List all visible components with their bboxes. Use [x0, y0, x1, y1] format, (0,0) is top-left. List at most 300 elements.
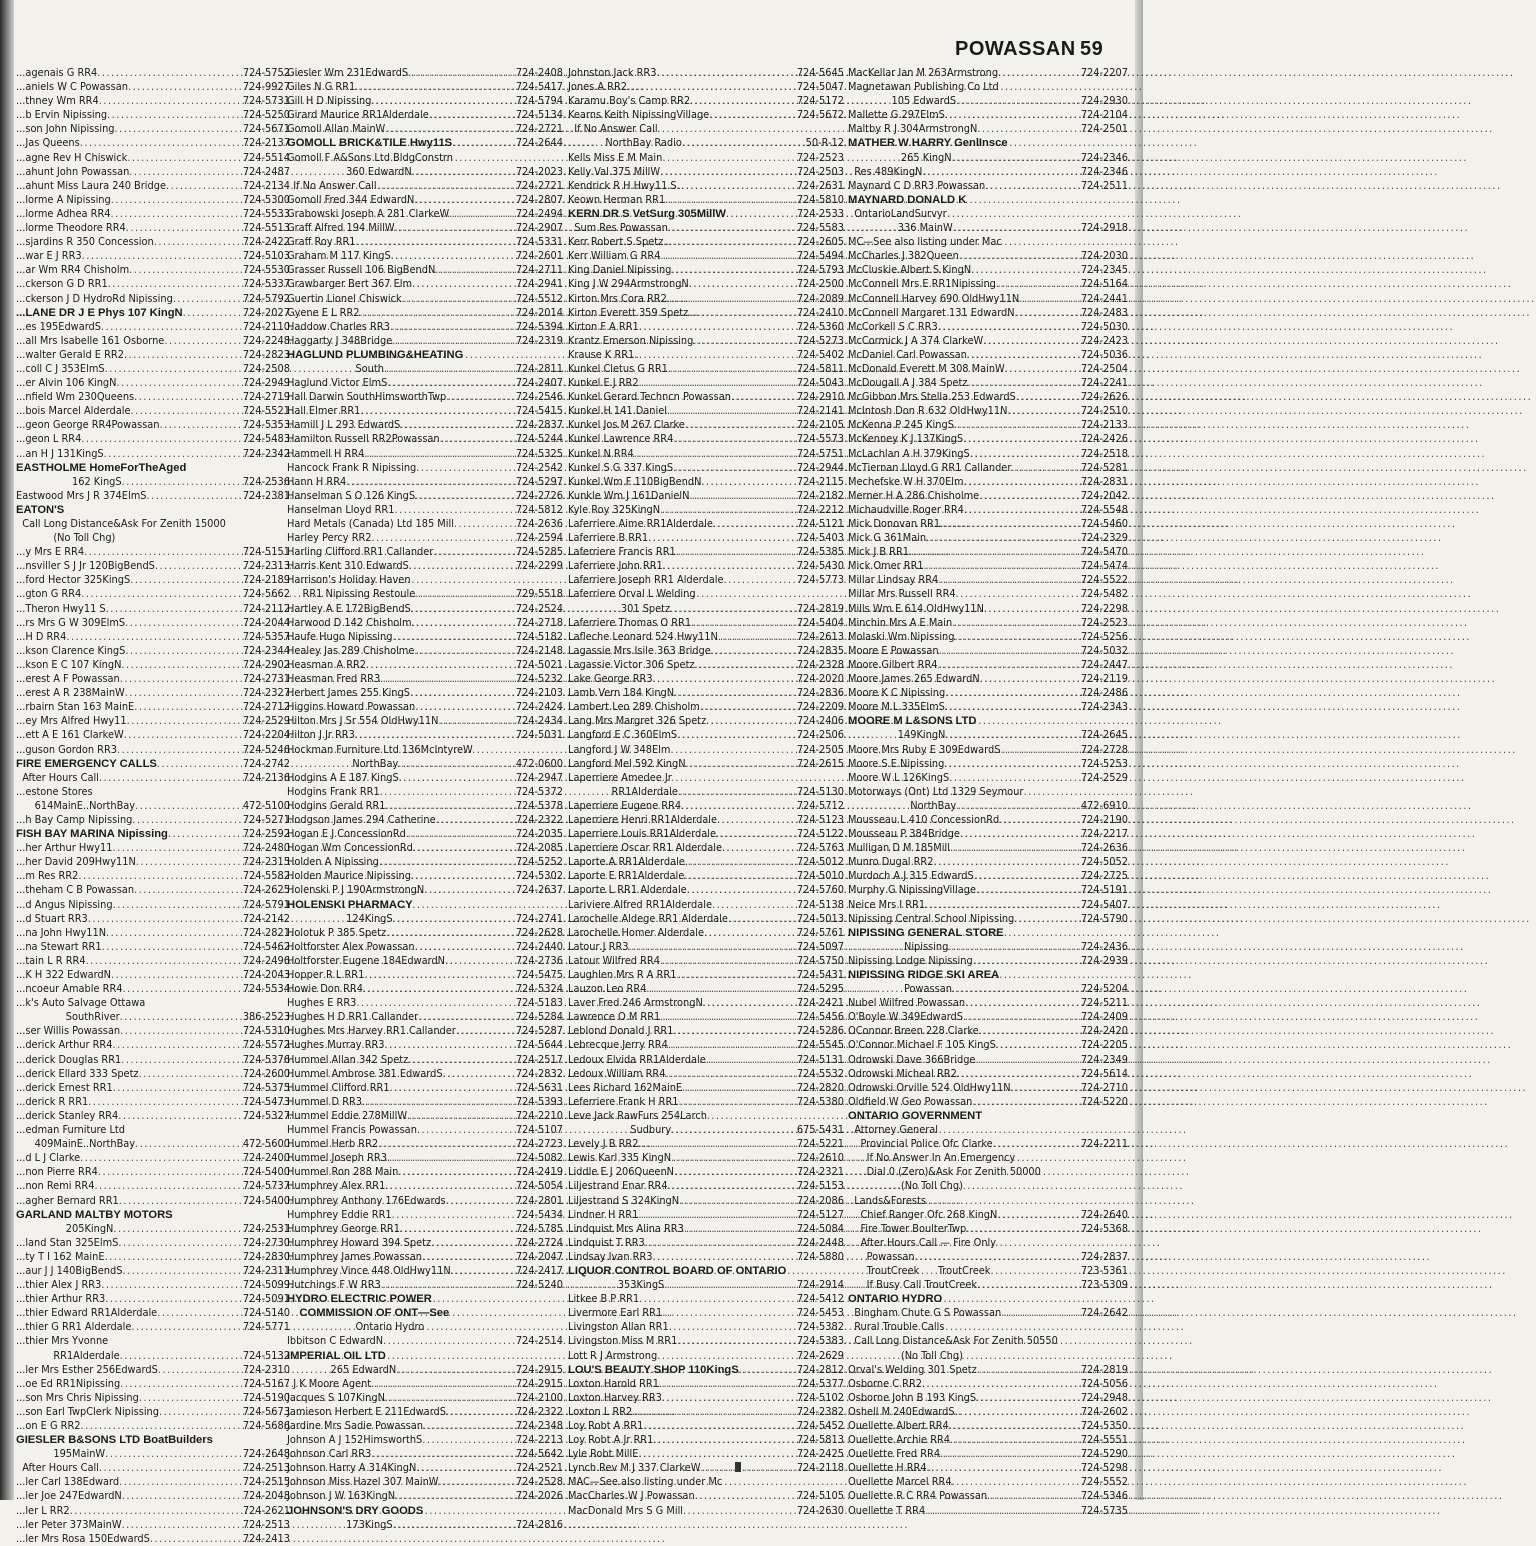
dot-leader — [701, 475, 795, 489]
listing-name: Holden Maurice Nipissing — [287, 869, 411, 883]
dot-leader — [398, 757, 515, 771]
listing-entry — [16, 475, 290, 489]
listing-entry — [287, 940, 563, 954]
listing-name: Kunkel Jos M 267 Clarke — [568, 418, 685, 432]
listing-phone: 724-5130 — [796, 784, 844, 798]
listing-phone: 724-2382 — [796, 1404, 844, 1418]
listing-name: HAGLUND PLUMBING&HEATING — [287, 348, 464, 361]
listing-phone: 724-5614 — [1080, 1066, 1128, 1080]
listing-entry — [568, 587, 844, 601]
listing-name: HYDRO ELECTRIC POWER — [287, 1293, 432, 1306]
listing-phone: 724-5273 — [796, 333, 844, 347]
listing-entry — [568, 235, 844, 249]
listing-phone: 724-2487 — [242, 164, 290, 178]
listing-phone: 724-2505 — [796, 742, 844, 756]
listing-entry — [16, 912, 290, 926]
listing-entry — [848, 348, 1128, 362]
listing-name: If Busy Call TroutCreek — [848, 1278, 978, 1292]
listing-entry — [16, 1377, 290, 1391]
listing-name: Ouellette Archie RR4 — [848, 1433, 951, 1447]
dot-leader — [454, 517, 515, 531]
listing-name: NIPISSING RIDGE SKI AREA — [848, 969, 1000, 981]
listing-phone: 724-5031 — [515, 728, 563, 742]
listing-entry — [16, 714, 290, 728]
listing-entry — [16, 80, 290, 94]
listing-entry — [848, 193, 1128, 207]
listing-entry — [848, 714, 1128, 728]
listing-name: Larochelle Homer Alderdale — [568, 925, 705, 939]
listing-phone: 724-2644 — [515, 136, 563, 150]
dot-leader — [937, 658, 1079, 672]
dot-leader — [638, 1447, 795, 1461]
listing-phone: 724-2048 — [242, 1489, 290, 1503]
listing-phone: 724-2030 — [1080, 249, 1128, 263]
listing-name: ...d Angus Nipissing — [16, 897, 113, 911]
listing-entry — [16, 1194, 290, 1208]
dot-leader — [132, 813, 241, 827]
listing-name: Graff Roy RR1 — [287, 235, 356, 249]
listing-entry — [287, 1123, 563, 1137]
listing-entry — [287, 1095, 563, 1109]
listing-entry — [848, 1067, 1128, 1081]
listing-name: Harwood D 142 Chisholm — [287, 615, 412, 629]
listing-phone: 724-2103 — [515, 686, 563, 700]
dot-leader — [395, 221, 515, 235]
listing-entry — [287, 869, 563, 883]
listing-phone: 724-2592 — [242, 827, 290, 841]
dot-leader — [687, 883, 796, 897]
listing-name: Eastwood Mrs J R 374ElmS — [16, 488, 147, 502]
dot-leader — [667, 292, 796, 306]
listing-name: Grawbarger Bert 367 Elm — [287, 277, 413, 291]
listing-name: Holenski P J 190ArmstrongN — [287, 883, 425, 897]
listing-phone: 472-0600 — [515, 756, 563, 770]
dot-leader — [674, 686, 796, 700]
listing-phone: 724-2629 — [796, 1348, 844, 1362]
listing-phone: 724-5052 — [1080, 855, 1128, 869]
listing-entry — [16, 1320, 290, 1334]
listing-name: 173KingS — [287, 1517, 393, 1531]
listing-name: ...d L J Clarke — [16, 1151, 81, 1165]
listing-phone: 724-5232 — [515, 672, 563, 686]
listing-phone: 724-2035 — [515, 827, 563, 841]
dot-leader — [950, 841, 1080, 855]
listing-name: ...land Stan 325ElmS — [16, 1235, 119, 1249]
listing-name: Graff Alfred 194 MillW — [287, 221, 395, 235]
dot-leader — [385, 1038, 515, 1052]
listing-name: Harley Percy RR2 — [287, 531, 372, 545]
listing-name: Holden A Nipissing — [287, 855, 379, 869]
listing-phone: 724-2742 — [242, 756, 290, 770]
listing-name: GIESLER B&SONS LTD BoatBuilders — [16, 1434, 213, 1447]
listing-entry — [568, 1208, 844, 1222]
listing-name: ...ler Peter 373MainW — [16, 1517, 122, 1531]
listing-name: McCorkell S C RR3 — [848, 319, 938, 333]
listing-name: Livingston Miss M RR1 — [568, 1334, 678, 1348]
listing-name: Humphrey Eddie RR1 — [287, 1207, 392, 1221]
listing-name: ...m Res RR2 — [16, 869, 79, 883]
listing-entry — [848, 80, 1128, 94]
dot-leader — [948, 940, 1079, 954]
listing-entry — [568, 827, 844, 841]
listing-phone: 724-2721 — [515, 178, 563, 192]
listing-phone: 724-5167 — [242, 1376, 290, 1390]
listing-entry — [16, 1349, 290, 1363]
listing-phone: 724-2420 — [1080, 1024, 1128, 1038]
listing-phone: 724-5583 — [796, 221, 844, 235]
dot-leader — [940, 517, 1080, 531]
listing-entry — [848, 1320, 1128, 1334]
dot-leader — [446, 1405, 515, 1419]
listing-name: Kunkle Wm J 161DanielN — [568, 488, 690, 502]
listing-phone: 724-2141 — [796, 404, 844, 418]
listing-name: 205KingN — [16, 1221, 114, 1235]
listing-entry — [287, 1010, 563, 1024]
listing-entry — [568, 728, 844, 742]
listing-phone: 724-2536 — [242, 474, 290, 488]
listing-phone: 724-5572 — [242, 1038, 290, 1052]
listing-phone: 724-2645 — [1080, 728, 1128, 742]
listing-name: ...derick Ellard 333 Spetz — [16, 1066, 139, 1080]
listing-entry — [287, 883, 563, 897]
dot-leader — [139, 1067, 242, 1081]
listing-entry — [287, 1024, 563, 1038]
listing-entry — [16, 1208, 290, 1222]
listing-entry — [16, 1137, 290, 1151]
dot-leader — [691, 616, 796, 630]
dot-leader — [377, 179, 515, 193]
listing-name: Lees Richard 162MainE — [568, 1080, 683, 1094]
listing-name: ...agher Bernard RR1 — [16, 1193, 119, 1207]
listing-entry — [16, 1306, 290, 1320]
listing-name: ...b Ervin Nipissing — [16, 108, 108, 122]
listing-name: ...her David 209Hwy11N — [16, 855, 136, 869]
dot-leader — [660, 503, 796, 517]
listing-name: 301 Spetz — [568, 601, 671, 615]
listing-entry — [848, 277, 1128, 291]
listing-name: Merner H A 286 Chisholme — [848, 488, 980, 502]
listing-entry — [16, 1405, 290, 1419]
listing-entry — [568, 320, 844, 334]
listing-name: Jacques S 107KingN — [287, 1390, 385, 1404]
listing-name: Moore K C Nipissing — [848, 686, 946, 700]
dot-leader — [960, 827, 1080, 841]
listing-entry — [287, 926, 563, 940]
listing-name: Hall Darwin SouthHimsworthTwp — [287, 390, 447, 404]
dot-leader — [660, 1010, 796, 1024]
listing-name: Hard Metals (Canada) Ltd 185 Mill — [287, 517, 454, 530]
listing-entry — [16, 672, 290, 686]
dot-leader — [371, 1377, 515, 1391]
listing-entry — [848, 1038, 1128, 1052]
listing-phone: 724-5483 — [242, 432, 290, 446]
listing-name: Hummel Francis Powassan — [287, 1123, 417, 1137]
listing-entry — [848, 66, 1128, 80]
listing-phone: 724-5645 — [796, 66, 844, 79]
listing-entry — [16, 869, 290, 883]
listing-entry — [287, 1053, 563, 1067]
listing-phone: 724-5686 — [242, 1419, 290, 1432]
listing-phone: 675-5431 — [796, 1123, 844, 1137]
dot-leader — [712, 898, 796, 912]
listing-phone: 724-2448 — [796, 1235, 844, 1249]
listing-name: Mechefske W H 370Elm — [848, 474, 964, 488]
listing-entry — [568, 1264, 844, 1278]
dot-leader — [925, 1504, 1080, 1518]
listing-phone: 724-5790 — [1080, 911, 1128, 925]
listing-name: Lagassie Mrs Isile 363 Bridge — [568, 643, 711, 657]
dot-leader — [1000, 743, 1079, 757]
listing-phone: 724-5012 — [796, 855, 844, 869]
listing-entry — [16, 1095, 290, 1109]
listing-name: Kelly Val 375 MillW — [568, 164, 661, 178]
listing-phone: 724-2602 — [1080, 1404, 1128, 1418]
listing-name: ...LANE DR J E Phys 107 KingN — [16, 306, 183, 319]
dot-leader — [657, 1349, 796, 1363]
dot-leader — [106, 926, 242, 940]
listing-name: ...bois Marcel Alderdale — [16, 404, 131, 418]
dot-leader — [119, 1475, 242, 1489]
listing-phone: 724-5673 — [242, 1404, 290, 1418]
listing-name: O'Boyle W 349EdwardS — [848, 1010, 963, 1024]
listing-phone: 724-2480 — [242, 841, 290, 855]
dot-leader — [416, 1461, 515, 1475]
listing-name: IMPERIAL OIL LTD — [287, 1349, 386, 1362]
dot-leader — [628, 940, 795, 954]
listing-phone: 724-2311 — [242, 1263, 290, 1277]
listing-phone: 724-2510 — [1080, 404, 1128, 418]
dot-leader — [955, 630, 1080, 644]
listing-name: Chief Ranger Ofc 268 KingN — [848, 1207, 998, 1221]
dot-leader — [668, 1038, 796, 1052]
listing-entry — [848, 968, 1128, 982]
listing-phone: 724-2523 — [796, 150, 844, 164]
listing-name: McTiernan Lloyd G RR1 Callander — [848, 460, 1012, 474]
listing-phone: 724-5250 — [242, 108, 290, 122]
listing-name: Laperriere Oscar RR1 Alderdale — [568, 841, 723, 855]
listing-name: OConnor Breen 228 Clarke — [848, 1024, 979, 1038]
listing-entry — [848, 587, 1128, 601]
listing-phone: 724-5043 — [796, 376, 844, 390]
listing-entry — [848, 1024, 1128, 1038]
listing-phone: 724-2100 — [515, 1390, 563, 1404]
dot-leader — [959, 249, 1080, 263]
listing-name: Mick Donovan RR1 — [848, 517, 941, 530]
listing-name: NorthBay — [287, 756, 399, 770]
listing-phone: 724-2542 — [515, 460, 563, 474]
listing-name: Neice Mrs I RR1 — [848, 897, 926, 911]
listing-phone: 724-2483 — [1080, 305, 1128, 319]
dot-leader — [956, 799, 1080, 813]
listing-entry — [287, 841, 563, 855]
listing-entry — [848, 1391, 1128, 1405]
listing-entry — [16, 587, 290, 601]
listing-name: ...K H 322 EdwardN — [16, 968, 111, 981]
listing-phone: 472-5600 — [242, 1137, 290, 1151]
listing-name: Lebrecque Jerry RR4 — [568, 1038, 668, 1052]
listing-phone: 724-2348 — [515, 1419, 563, 1432]
listing-name: KERN DR S VetSurg 305MillW — [568, 207, 726, 220]
listing-entry — [16, 1489, 290, 1503]
listing-name: Lauzon Leo RR4 — [568, 982, 647, 996]
listing-entry — [568, 1222, 844, 1236]
listing-phone: 724-5271 — [242, 812, 290, 826]
dot-leader — [166, 179, 242, 193]
dot-leader — [646, 982, 795, 996]
listing-phone: 724-5105 — [796, 1489, 844, 1503]
listing-name: ...theham C B Powassan — [16, 883, 135, 897]
dot-leader — [976, 883, 1080, 897]
dot-leader — [80, 136, 242, 150]
listing-phone: 724-5013 — [796, 911, 844, 925]
listing-name: Motorways (Ont) Ltd 1329 Seymour — [848, 784, 1024, 798]
dot-leader — [81, 587, 242, 601]
listing-entry — [16, 489, 290, 503]
listing-name: Nipissing Central School Nipissing — [848, 911, 1015, 925]
listing-name: Kunkel Wm F 110BigBendN — [568, 474, 702, 488]
listing-phone: 724-5473 — [242, 1094, 290, 1108]
dot-leader — [402, 292, 515, 306]
listing-phone: 724-2408 — [515, 66, 563, 79]
listing-entry — [16, 1250, 290, 1264]
listing-phone: 724-2413 — [242, 1531, 290, 1545]
dot-leader — [158, 1363, 242, 1377]
listing-phone: 724-5810 — [796, 192, 844, 206]
listing-phone: 724-2621 — [242, 1503, 290, 1517]
listing-entry — [287, 1306, 563, 1320]
listing-phone: 724-5430 — [796, 559, 844, 573]
listing-entry — [568, 1038, 844, 1052]
listing-entry — [568, 1151, 844, 1165]
listing-name: (No Toll Chg) — [848, 1348, 963, 1362]
listing-entry — [16, 320, 290, 334]
listing-name: ...ler L RR2 — [16, 1503, 70, 1517]
listing-name: Loy Robt A Jr RR1 — [568, 1433, 654, 1447]
listing-phone: 729-5518 — [515, 587, 563, 601]
listing-entry — [568, 1194, 844, 1208]
dot-leader — [387, 1151, 515, 1165]
listing-phone: 724-5378 — [515, 798, 563, 812]
listing-phone: 724-2944 — [796, 460, 844, 474]
dot-leader — [424, 883, 515, 897]
listing-entry — [287, 517, 563, 531]
dot-leader — [422, 1250, 515, 1264]
dot-leader — [418, 1010, 515, 1024]
listing-name: ...derick R RR1 — [16, 1094, 89, 1108]
listing-name: Johnson Carl RR3 — [287, 1447, 372, 1461]
listing-name: MAYNARD DONALD K — [848, 193, 967, 206]
listing-entry — [848, 996, 1128, 1010]
listing-entry — [568, 1306, 844, 1320]
listing-name: Laperriere Henri RR1Alderdale — [568, 812, 718, 826]
listing-name: Humphrey Alex RR1 — [287, 1179, 386, 1193]
listing-phone: 724-2524 — [515, 601, 563, 615]
listing-entry — [16, 813, 290, 827]
listing-entry — [848, 1208, 1128, 1222]
dot-leader — [716, 827, 796, 841]
listing-column-1 — [16, 66, 290, 1546]
dot-leader — [677, 1334, 796, 1348]
listing-name: 265 EdwardN — [287, 1362, 397, 1376]
listing-name: ...war E J RR3 — [16, 249, 82, 263]
listing-entry — [287, 728, 563, 742]
listing-name: ...geon George RR4Powassan — [16, 418, 160, 432]
listing-entry — [287, 418, 563, 432]
listing-entry — [848, 249, 1128, 263]
listing-name: Ibbitson C EdwardN — [287, 1334, 384, 1348]
listing-entry — [568, 1405, 844, 1419]
listing-entry — [287, 235, 563, 249]
listing-name: ...ey Mrs Alfred Hwy11 — [16, 714, 127, 728]
listing-phone: 724-2148 — [515, 643, 563, 657]
listing-phone: 724-2345 — [1080, 263, 1128, 277]
listing-entry — [568, 883, 844, 897]
listing-entry — [287, 461, 563, 475]
listing-name: ...thier Edward RR1Alderdale — [16, 1306, 158, 1320]
listing-phone: 723-5309 — [1080, 1278, 1128, 1292]
listing-phone: 724-2327 — [242, 686, 290, 700]
listing-phone: 724-2625 — [242, 883, 290, 897]
listing-name: Mick G 361Main — [848, 531, 927, 545]
listing-name: Maynard C D RR3 Powassan — [848, 178, 986, 192]
dot-leader — [414, 193, 515, 207]
listing-name: Haglund Victor ElmS — [287, 376, 388, 390]
listing-name: Jamieson Herbert E 211EdwardS — [287, 1404, 446, 1418]
listing-entry — [568, 108, 844, 122]
listing-name: ...ahunt John Powassan — [16, 164, 130, 178]
listing-name: Moore Mrs Ruby E 309EdwardS — [848, 742, 1001, 756]
dot-leader — [168, 827, 242, 841]
listing-entry — [848, 334, 1128, 348]
listing-phone: 724-2343 — [1080, 700, 1128, 714]
dot-leader — [939, 644, 1080, 658]
listing-phone: 724-2119 — [1080, 672, 1128, 686]
listing-name: MAC—See also listing under Mc — [568, 1475, 723, 1489]
listing-entry — [568, 432, 844, 446]
listing-name: ...tain L R RR4 — [16, 953, 86, 967]
listing-entry — [16, 165, 290, 179]
listing-phone: 724-2518 — [1080, 446, 1128, 460]
listing-name: Lynch Rev M J 337 ClarkeW — [568, 1461, 701, 1475]
listing-entry — [568, 1433, 844, 1447]
listing-name: RR1Alderdale — [568, 784, 678, 798]
listing-entry — [287, 193, 563, 207]
listing-name: RR1Alderdale — [16, 1348, 120, 1362]
listing-entry — [16, 1532, 290, 1546]
listing-name: Loxton L RR2 — [568, 1404, 633, 1418]
listing-name: ...aniels W C Powassan — [16, 80, 128, 94]
listing-name: ...y Mrs E RR4 — [16, 545, 85, 559]
listing-entry — [568, 757, 844, 771]
listing-entry — [287, 855, 563, 869]
dot-leader — [118, 1109, 242, 1123]
dot-leader — [983, 334, 1080, 348]
listing-entry — [16, 728, 290, 742]
listing-entry — [287, 277, 563, 291]
dot-leader — [956, 94, 1080, 108]
listing-name: ...coll C J 353ElmS — [16, 361, 105, 375]
dot-leader — [122, 982, 241, 996]
listing-phone: 724-2529 — [1080, 770, 1128, 784]
listing-phone: 724-2133 — [1080, 418, 1128, 432]
listing-phone: 724-2637 — [515, 883, 563, 897]
dot-leader — [662, 1391, 796, 1405]
listing-name: Mousseau P 384Bridge — [848, 827, 960, 841]
listing-phone: 724-5021 — [515, 657, 563, 671]
listing-entry — [568, 390, 844, 404]
listing-phone: 724-2718 — [515, 615, 563, 629]
listing-name: Hughes H D RR1 Callander — [287, 1010, 419, 1024]
